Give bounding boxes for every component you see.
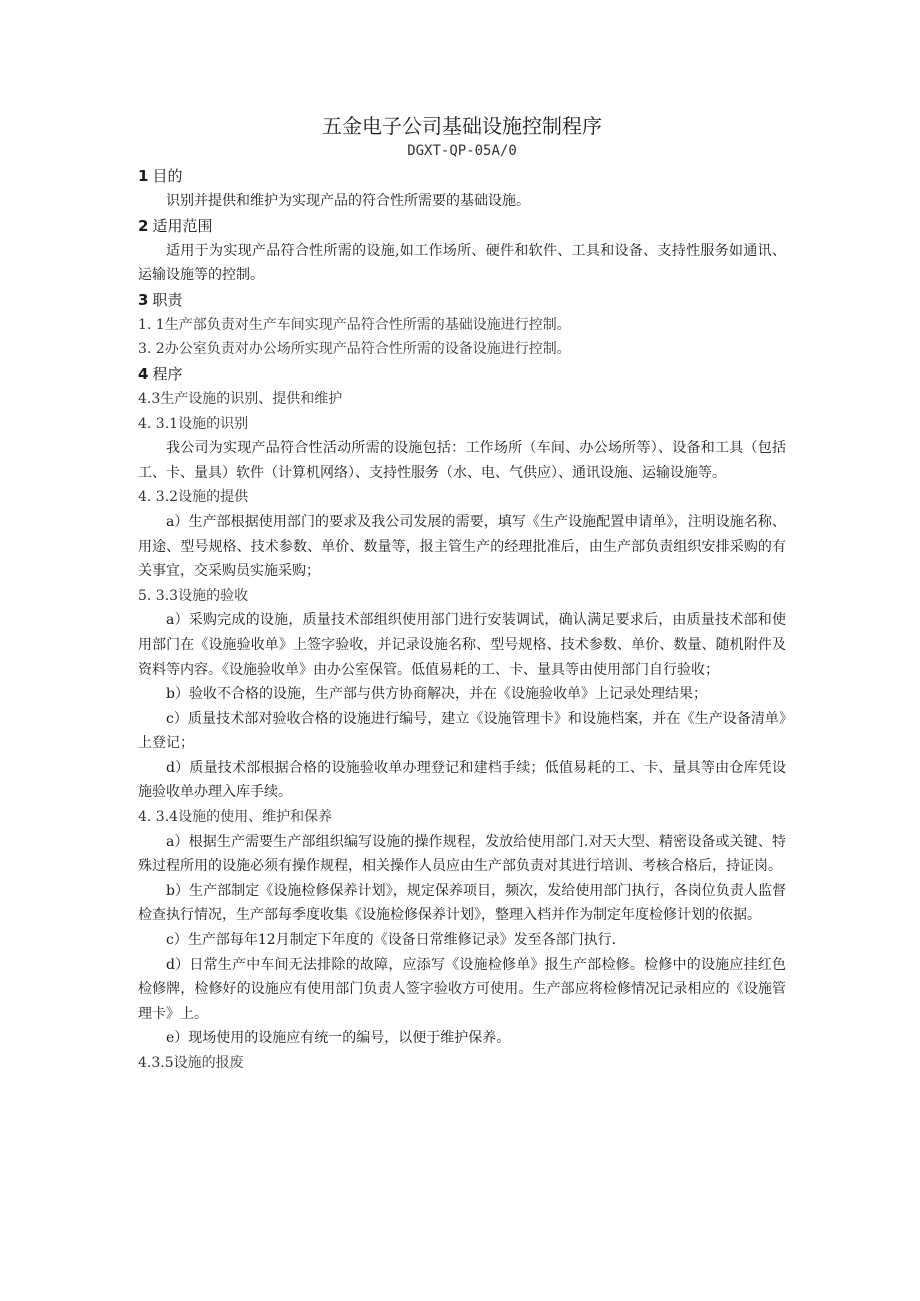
subsection-4-3: 4.3生产设施的识别、提供和维护 xyxy=(138,390,343,407)
paragraph-4-3-1: 我公司为实现产品符合性活动所需的设施包括：工作场所（车间、办公场所等）、设备和工具（包括工、卡、量具）软件（计算机网络）、支持性服务（水、电、气供应）、通讯设施、运输设施等。 xyxy=(138,440,786,481)
document-body xyxy=(138,112,786,1076)
section-2-heading xyxy=(138,214,786,239)
paragraph-4-3-3-b: b）验收不合格的设施，生产部与供方协商解决，并在《设施验收单》上记录处理结果； xyxy=(166,686,707,703)
section-title: 适用范围 xyxy=(152,216,213,235)
paragraph-4-3-4-d: d）日常生产中车间无法排除的故障，应添写《设施检修单》报生产部检修。检修中的设施应挂红色检修牌，检修好的设施应有使用部门负责人签字验收方可使用。生产部应将检修情况记录相应的《设施管理卡》上。 xyxy=(138,956,786,1022)
paragraph-4-3-3-d: d）质量技术部根据合格的设施验收单办理登记和建档手续；低值易耗的工、卡、量具等由仓库凭设施验收单办理入库手续。 xyxy=(138,759,786,801)
paragraph-4-3-4-a: a）根据生产需要生产部组织编写设施的操作规程，发放给使用部门.对天大型、精密设备或关键、特殊过程所用的设施必须有操作规程，相关操作人员应由生产部负责对其进行培训、考核合格后，持证岗。 xyxy=(138,833,786,875)
section-title: 程序 xyxy=(152,364,183,383)
subsection-4-3-1: 4. 3.1设施的识别 xyxy=(138,415,249,432)
section-2-text: 适用于为实现产品符合性所需的设施,如工作场所、硬件和软件、工具和设备、支持性服务如通讯、运输设施等的控制。 xyxy=(138,242,786,284)
section-number: 1 xyxy=(138,167,149,185)
paragraph-4-3-3-c: c）质量技术部对验收合格的设施进行编号，建立《设施管理卡》和设施档案，并在《生产设备清单》上登记； xyxy=(138,710,786,752)
section-number: 2 xyxy=(138,216,149,235)
subsection-4-3-3: 5. 3.3设施的验收 xyxy=(138,587,249,604)
section-1-heading xyxy=(138,164,786,189)
paragraph-4-3-4-c: c）生产部每年12月制定下年度的《设备日常维修记录》发至各部门执行. xyxy=(166,932,617,949)
section-title: 职责 xyxy=(152,290,183,309)
section-number: 4 xyxy=(138,364,149,383)
section-title: 目的 xyxy=(152,167,183,185)
responsibility-item: 3. 2办公室负责对办公场所实现产品符合性所需的设备设施进行控制。 xyxy=(138,341,571,358)
paragraph-4-3-3-a: a）采购完成的设施，质量技术部组织使用部门进行安装调试，确认满足要求后，由质量技术部和使用部门在《设施验收单》上签字验收，并记录设施名称、型号规格、技术参数、单价、数量、随机附件及资料等内容。《设施验收单》由办公室保管。低值易耗的工、卡、量具等由使用部门自行验收； xyxy=(138,612,786,678)
document-title: 五金电子公司基础设施控制程序 xyxy=(322,114,602,138)
section-number: 3 xyxy=(138,290,149,309)
paragraph-4-3-4-b: b）生产部制定《设施检修保养计划》，规定保养项目，频次，发给使用部门执行，各岗位负责人监督检查执行情况，生产部每季度收集《设施检修保养计划》，整理入档并作为制定年度检修计划的依据。 xyxy=(138,882,786,924)
subsection-4-3-5: 4.3.5设施的报废 xyxy=(138,1055,244,1071)
paragraph-4-3-2-a: a）生产部根据使用部门的要求及我公司发展的需要，填写《生产设施配置申请单》，注明设施名称、用途、型号规格、技术参数、单价、数量等，报主管生产的经理批准后，由生产部负责组织安排采购的有关事宜，交采购员实施采购； xyxy=(138,513,786,580)
section-3-heading xyxy=(138,288,786,313)
paragraph-4-3-4-e: e）现场使用的设施应有统一的编号，以便于维护保养。 xyxy=(166,1030,511,1047)
subsection-4-3-4: 4. 3.4设施的使用、维护和保养 xyxy=(138,809,333,826)
subsection-4-3-2: 4. 3.2设施的提供 xyxy=(138,489,249,506)
section-1-text: 识别并提供和维护为实现产品的符合性所需要的基础设施。 xyxy=(166,193,530,209)
section-4-heading xyxy=(138,362,786,387)
document-code: DGXT-QP-05A/0 xyxy=(407,143,517,159)
responsibility-item: 1. 1生产部负责对生产车间实现产品符合性所需的基础设施进行控制。 xyxy=(138,316,571,333)
